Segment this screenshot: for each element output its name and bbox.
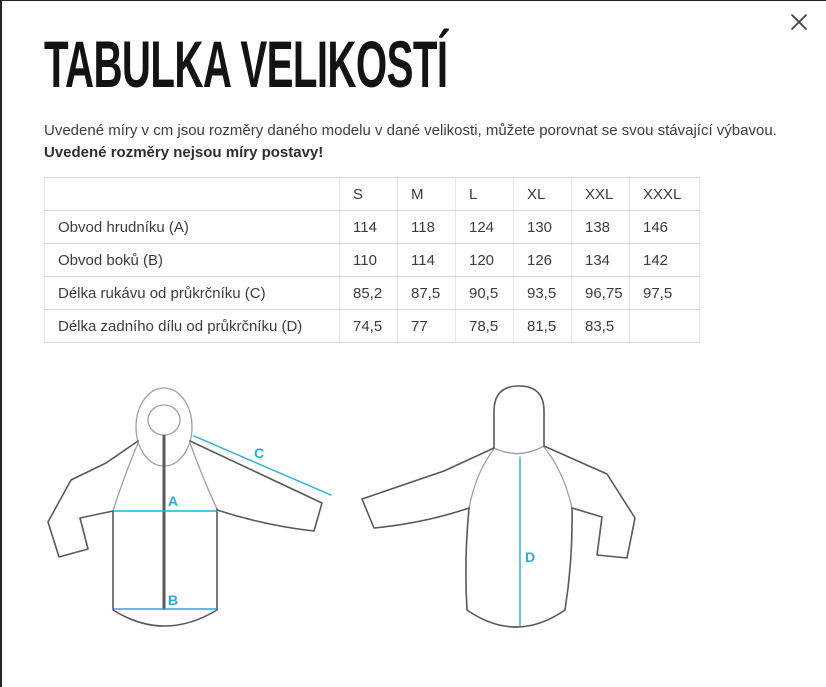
cell-value: 96,75 <box>572 277 630 310</box>
shoulder-line-left <box>106 441 138 463</box>
cell-value: 124 <box>456 211 514 244</box>
cell-value: 77 <box>398 310 456 343</box>
cell-value: 90,5 <box>456 277 514 310</box>
cell-value: 134 <box>572 244 630 277</box>
hood-face-opening <box>148 405 180 435</box>
row-label: Délka rukávu od průkrčníku (C) <box>45 277 340 310</box>
row-label: Délka zadního dílu od průkrčníku (D) <box>45 310 340 343</box>
hood-neckline <box>494 446 544 454</box>
table-row-back-length <box>45 310 700 343</box>
torso-outline-back <box>466 508 572 627</box>
measure-label-b: B <box>168 592 179 608</box>
column-header-xxxl: XXXL <box>630 178 700 211</box>
intro-line-1: Uvedené míry v cm jsou rozměry daného modelu v dané velikosti, můžete porovnat se svou stávající výbavou. <box>44 122 777 139</box>
cell-value: 120 <box>456 244 514 277</box>
cell-value: 83,5 <box>572 310 630 343</box>
column-header-empty <box>45 178 340 211</box>
measure-label-d: D <box>525 549 536 565</box>
cell-value: 142 <box>630 244 700 277</box>
cell-value: 74,5 <box>340 310 398 343</box>
cell-value: 87,5 <box>398 277 456 310</box>
table-row-hips <box>45 244 700 277</box>
table-row-sleeve-length <box>45 277 700 310</box>
size-table-header-row <box>45 178 700 211</box>
column-header-s: S <box>340 178 398 211</box>
cell-value: 114 <box>398 244 456 277</box>
column-header-l: L <box>456 178 514 211</box>
row-label: Obvod boků (B) <box>45 244 340 277</box>
size-table <box>44 177 700 343</box>
raglan-seam-left <box>113 443 138 511</box>
cell-value: 126 <box>514 244 572 277</box>
cell-value: 85,2 <box>340 277 398 310</box>
close-icon <box>790 13 808 31</box>
hood-outline-back <box>494 386 544 448</box>
column-header-xxl: XXL <box>572 178 630 211</box>
cell-value: 97,5 <box>630 277 700 310</box>
cell-value: 130 <box>514 211 572 244</box>
measure-label-a: A <box>168 493 179 509</box>
intro-text <box>44 120 814 164</box>
cell-value <box>630 310 700 343</box>
column-header-xl: XL <box>514 178 572 211</box>
intro-line-2: Uvedené rozměry nejsou míry postavy! <box>44 144 324 161</box>
sleeve-right-back <box>544 446 635 558</box>
table-row-chest <box>45 211 700 244</box>
cell-value: 110 <box>340 244 398 277</box>
jacket-back-diagram <box>357 379 697 649</box>
page-title: TABULKA VELIKOSTÍ <box>44 27 448 101</box>
measure-label-c: C <box>254 445 265 461</box>
cell-value: 81,5 <box>514 310 572 343</box>
sleeve-left <box>48 463 113 557</box>
column-header-m: M <box>398 178 456 211</box>
cell-value: 118 <box>398 211 456 244</box>
jacket-front-diagram <box>42 379 352 649</box>
raglan-seam-right <box>190 443 217 509</box>
cell-value: 138 <box>572 211 630 244</box>
cell-value: 93,5 <box>514 277 572 310</box>
row-label: Obvod hrudníku (A) <box>45 211 340 244</box>
cell-value: 78,5 <box>456 310 514 343</box>
cell-value: 114 <box>340 211 398 244</box>
cell-value: 146 <box>630 211 700 244</box>
close-button[interactable] <box>790 13 808 31</box>
